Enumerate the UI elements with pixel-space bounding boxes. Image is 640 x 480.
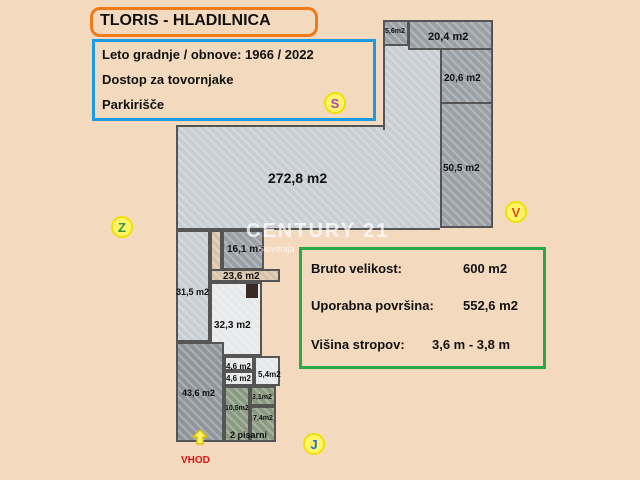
watermark-brand: CENTURY 21 (246, 220, 390, 242)
room-main-label: 272,8 m2 (268, 170, 328, 186)
room-10-5-label: 10,5m2 (225, 405, 249, 412)
room-7-4-label: 7,4m2 (253, 415, 273, 422)
room-50-5-label: 50,5 m2 (443, 163, 480, 174)
room-5-6-label: 5,6m2 (385, 28, 405, 35)
entrance-label: VHOD (181, 455, 210, 466)
gross-size-label: Bruto velikost: (311, 261, 403, 276)
offices-label: 2 pisarni (230, 430, 268, 440)
room-upper-wing (383, 38, 440, 130)
watermark-sub: Slovenija (258, 244, 295, 254)
room-31-5-label: 31,5 m2 (176, 287, 210, 297)
ceiling-height-value: 3,6 m - 3,8 m (432, 337, 511, 352)
truck-access-text: Dostop za tovornjake (102, 72, 234, 87)
compass-south-icon: J (303, 433, 325, 455)
stair-block (246, 284, 258, 298)
parking-text: Parkirišče (102, 97, 165, 112)
room-5-4-label: 5,4m2 (258, 370, 281, 379)
room-20-4-label: 20,4 m2 (428, 31, 469, 43)
room-43-6-label: 43,6 m2 (182, 388, 216, 398)
gross-size-value: 600 m2 (463, 261, 508, 276)
room-23-6-label: 23,6 m2 (223, 271, 260, 282)
room-20-6-label: 20,6 m2 (444, 73, 481, 84)
plan-title: TLORIS - HLADILNICA (100, 12, 271, 29)
room-16-1-label: 16,1 m2 (227, 244, 264, 255)
compass-north-icon: S (324, 92, 346, 114)
compass-west-icon: Z (111, 216, 133, 238)
room-32-3-label: 32,3 m2 (214, 320, 251, 331)
room-3-1-label: 3,1m2 (252, 394, 272, 401)
usable-area-label: Uporabna površina: (311, 298, 434, 313)
ceiling-height-label: Višina stropov: (311, 337, 405, 352)
room-31-5 (176, 230, 210, 342)
room-4-6b-label: 4,6 m2 (226, 374, 251, 383)
entrance-arrow-icon (191, 428, 209, 446)
usable-area-value: 552,6 m2 (463, 298, 518, 313)
build-year-text: Leto gradnje / obnove: 1966 / 2022 (102, 47, 314, 62)
room-4-6a-label: 4,6 m2 (226, 362, 251, 371)
compass-east-icon: V (505, 201, 527, 223)
